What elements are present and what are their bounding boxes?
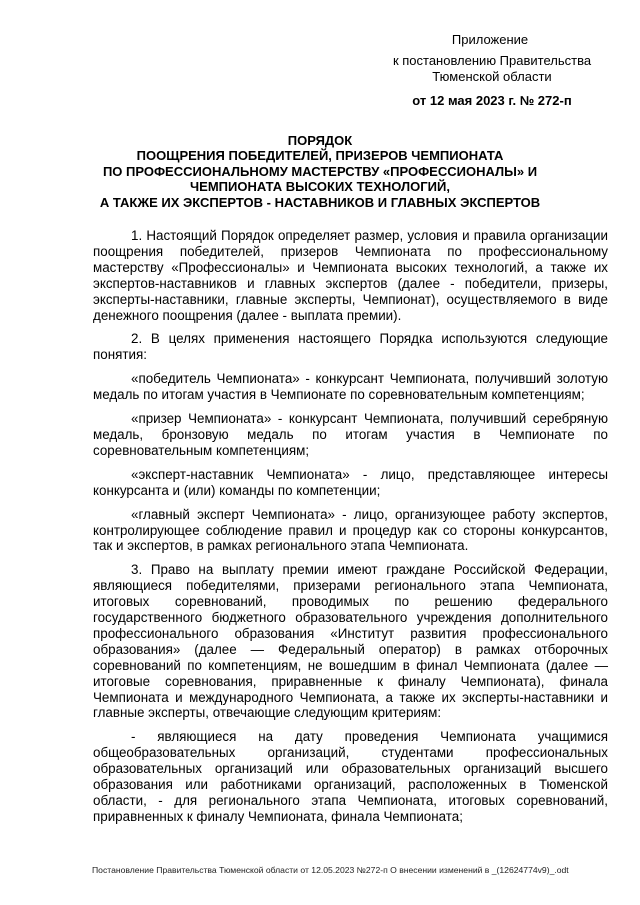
title-line: А ТАКЖЕ ИХ ЭКСПЕРТОВ - НАСТАВНИКОВ И ГЛАВНЫХ ЭКСПЕРТОВ — [99, 194, 541, 210]
title-line: ПО ПРОФЕССИОНАЛЬНОМУ МАСТЕРСТВУ «ПРОФЕССИОНАЛЫ» И — [102, 163, 538, 179]
appendix-reference — [372, 53, 612, 85]
definition-paragraph: «победитель Чемпионата» - конкурсант Чемпионата, получивший золотую медаль по итогам участия в Чемпионате по соревновательным компетенциям; — [93, 371, 608, 403]
decree-date: от 12 мая 2023 г. № 272-п — [412, 93, 572, 108]
paragraph: 1. Настоящий Порядок определяет размер, условия и правила организации поощрения победителей, призеров Чемпионата по профессиональному мастерству «Профессионалы» и Чемпионата высоких технологий, а также их экспертов-наставников и главных экспертов (далее - победители, призеры, эксперты-наставники, главные эксперты, Чемпионат), осуществляемого в виде денежного поощрения (далее - выплата премии). — [93, 228, 608, 323]
paragraph: 3. Право на выплату премии имеют граждане Российской Федерации, являющиеся победителями, призерами регионального этапа Чемпионата, итоговых соревнований, проводимых по решению федерального государственного бюджетного образовательного учреждения дополнительного профессионального образования «Институт развития профессионального образования» (далее — Федеральный оператор) в рамках отборочных соревнований по компетенциям, не вошедшим в финал Чемпионата (далее — итоговые соревнования, приравненные к финалу Чемпионата), финала Чемпионата и международного Чемпионата, а также их эксперты-наставники и главные эксперты, отвечающие следующим критериям: — [93, 562, 608, 721]
document-body — [93, 228, 608, 833]
title-line: ЧЕМПИОНАТА ВЫСОКИХ ТЕХНОЛОГИЙ, — [190, 179, 450, 195]
title-line: ПООЩРЕНИЯ ПОБЕДИТЕЛЕЙ, ПРИЗЕРОВ ЧЕМПИОНАТА — [136, 148, 504, 164]
appendix-label: Приложение — [451, 32, 529, 47]
paragraph: 2. В целях применения настоящего Порядка используются следующие понятия: — [93, 331, 608, 363]
definition-paragraph: «эксперт-наставник Чемпионата» - лицо, представляющее интересы конкурсанта и (или) команды по компетенции; — [93, 466, 608, 498]
title-line: ПОРЯДОК — [287, 133, 353, 148]
appendix-reference-line: к постановлению Правительства — [392, 53, 592, 68]
document-title — [70, 133, 570, 210]
appendix-reference-line: Тюменской области — [432, 69, 552, 84]
criteria-item: - являющиеся на дату проведения Чемпионата учащимися общеобразовательных организаций, студентами профессиональных образовательных организаций или образовательных организаций высшего образования или работниками организаций, расположенных в Тюменской области, - для регионального этапа Чемпионата, итоговых соревнований, приравненных к финалу Чемпионата, финала Чемпионата; — [93, 729, 608, 824]
page-footer: Постановление Правительства Тюменской области от 12.05.2023 №272-п О внесении изменений в _(12624774v9)_.odt — [92, 865, 569, 875]
definition-paragraph: «призер Чемпионата» - конкурсант Чемпионата, получивший серебряную медаль, бронзовую медаль по итогам участия в Чемпионате по соревновательным компетенциям; — [93, 411, 608, 458]
definition-paragraph: «главный эксперт Чемпионата» - лицо, организующее работу экспертов, контролирующее соблюдение правил и процедур как со стороны конкурсантов, так и экспертов, в рамках регионального этапа Чемпионата. — [93, 506, 608, 554]
